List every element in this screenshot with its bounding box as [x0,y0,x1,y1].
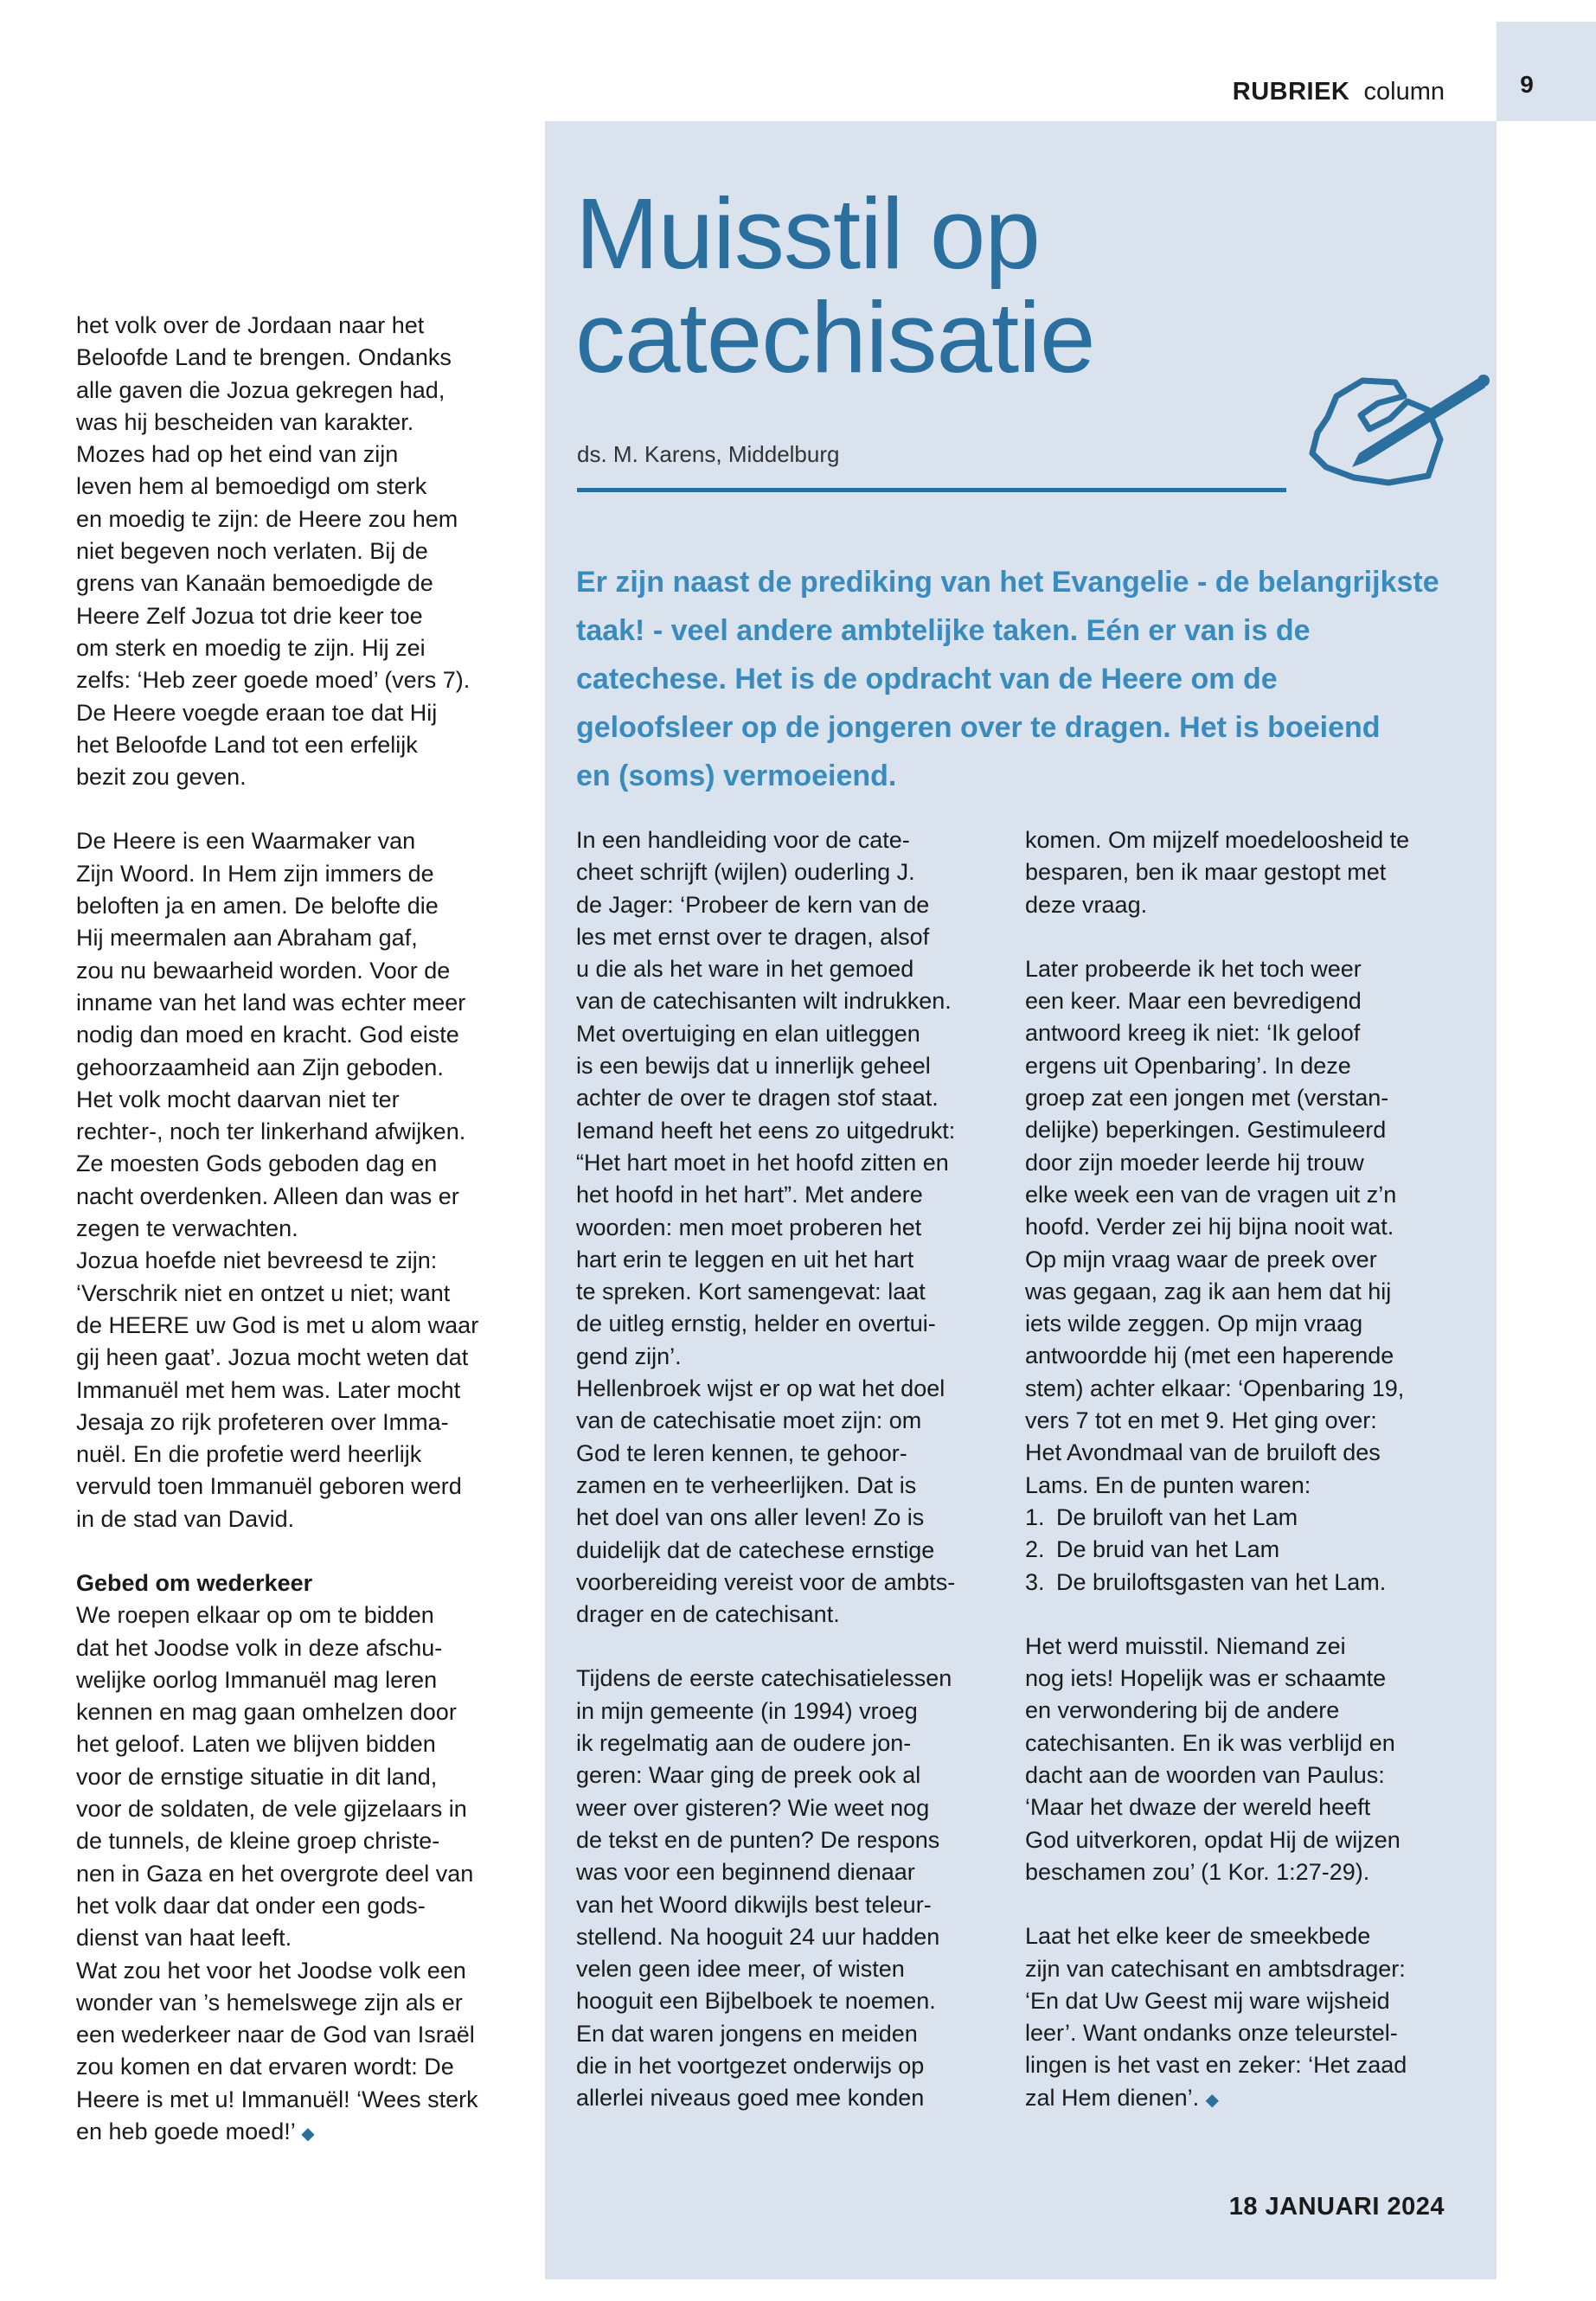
text-line: ‘En dat Uw Geest mij ware wijsheid [1025,1987,1390,2014]
text-line: antwoord kreeg ik niet: ‘Ik geloof [1025,1020,1361,1047]
paragraph [76,310,526,793]
text-line: weer over gisteren? Wie weet nog [576,1794,930,1821]
text-line: iets wilde zeggen. Op mijn vraag [1025,1311,1363,1337]
text-line: van de catechisanten wilt indrukken. [576,988,952,1015]
text-line: nacht overdenken. Alleen dan was er [76,1183,459,1209]
list-item [1025,1567,1458,1599]
text-line: van de catechisatie moet zijn: om [576,1407,922,1434]
text-line: stellend. Na hooguit 24 uur hadden [576,1923,940,1950]
text-line: zou nu bewaarheid worden. Voor de [76,957,451,984]
text-line: de tunnels, de kleine groep christe- [76,1828,440,1855]
text-line: en heb goede moed!’ [76,2118,295,2145]
text-line: cheet schrijft (wijlen) ouderling J. [576,859,915,886]
text-line: ‘Verschrik niet en ontzet u niet; want [76,1279,451,1306]
text-line: alle gaven die Jozua gekregen had, [76,376,445,403]
text-line: hooguit een Bijbelboek te noemen. [576,1988,936,2015]
paragraph [76,825,526,1535]
text-line: vers 7 tot en met 9. Het ging over: [1025,1407,1377,1434]
article-title [575,177,1095,394]
text-line: leven hem al bemoedigd om sterk [76,473,427,500]
paragraph [1025,953,1458,1502]
text-line: lingen is het vast en zeker: ‘Het zaad [1025,2052,1407,2079]
text-line: Lams. En de punten waren: [1025,1471,1311,1498]
text-line: Wat zou het voor het Joodse volk een [76,1957,466,1984]
text-line: God te leren kennen, te gehoor- [576,1439,907,1466]
text-line: nen in Gaza en het overgrote deel van [76,1860,474,1887]
text-line: het volk daar dat onder een gods- [76,1892,426,1919]
text-line: Op mijn vraag waar de preek over [1025,1246,1377,1272]
text-line: van het Woord dikwijls best teleur- [576,1891,932,1918]
text-line: om sterk en moedig te zijn. Hij zei [76,634,426,661]
text-line: velen geen idee meer, of wisten [576,1956,905,1983]
text-line: elke week een van de vragen uit z’n [1025,1181,1397,1208]
numbered-list [1025,1502,1458,1599]
text-line: Later probeerde ik het toch weer [1025,955,1362,982]
text-line: ‘Maar het dwaze der wereld heeft [1025,1794,1371,1821]
text-line: kennen en mag gaan omhelzen door [76,1699,457,1726]
list-text: De bruid van het Lam [1056,1536,1280,1563]
text-line: het geloof. Laten we blijven bidden [76,1731,436,1758]
text-line: Het volk mocht daarvan niet ter [76,1086,400,1112]
text-line: Immanuël met hem was. Later mocht [76,1376,461,1403]
text-line: delijke) beperkingen. Gestimuleerd [1025,1117,1387,1144]
text-line: In een handleiding voor de cate- [576,827,910,853]
text-line: Ze moesten Gods geboden dag en [76,1150,438,1177]
text-line: We roepen elkaar op om te bidden [76,1602,434,1629]
text-line: het hoofd in het hart”. Met andere [576,1182,923,1208]
text-line: leer’. Want ondanks onze teleurstel- [1025,2020,1398,2047]
text-line: dat het Joodse volk in deze afschu- [76,1634,443,1661]
paragraph [576,1663,1009,2114]
column-middle [576,824,1009,2115]
text-line: duidelijk dat de catechese ernstige [576,1536,935,1563]
intro-line: en (soms) vermoeiend. [576,760,897,792]
text-line: nodig dan moed en kracht. God eiste [76,1022,459,1048]
text-line: een wederkeer naar de God van Israël [76,2022,475,2048]
text-line: het doel van ons aller leven! Zo is [576,1504,925,1531]
text-line: Het Avondmaal van de bruiloft des [1025,1439,1381,1466]
text-line: niet begeven noch verlaten. Bij de [76,538,428,565]
category-label: column [1363,78,1445,106]
paragraph [576,824,1009,1631]
text-line: antwoordde hij (met een haperende [1025,1343,1394,1369]
text-line: grens van Kanaän bemoedigde de [76,570,433,597]
text-line: les met ernst over te dragen, alsof [576,923,930,950]
section-label: RUBRIEK [1232,78,1350,106]
text-line: Jesaja zo rijk profeteren over Imma- [76,1408,449,1435]
text-line: “Het hart moet in het hoofd zitten en [576,1149,949,1176]
text-line: voor de soldaten, de vele gijzelaars in [76,1796,467,1823]
paragraph [76,1599,526,2150]
column-left [76,310,526,2150]
text-line: besparen, ben ik maar gestopt met [1025,859,1387,886]
text-line: Heere Zelf Jozua tot drie keer toe [76,602,423,629]
text-line: gij heen gaat’. Jozua mocht weten dat [76,1344,469,1371]
text-line: in mijn gemeente (in 1994) vroeg [576,1697,918,1724]
text-line: Laat het elke keer de smeekbede [1025,1923,1371,1950]
page-number: 9 [1520,71,1534,98]
text-line: inname van het land was echter meer [76,989,466,1016]
text-line: is een bewijs dat u innerlijk geheel [576,1053,931,1080]
text-line: de Jager: ‘Probeer de kern van de [576,891,930,918]
text-line: was gegaan, zag ik aan hem dat hij [1025,1278,1392,1304]
text-line: zamen en te verheerlijken. Dat is [576,1471,917,1498]
text-line: vervuld toen Immanuël geboren werd [76,1473,462,1500]
text-line: was hij bescheiden van karakter. [76,408,414,435]
text-line: achter de over te dragen stof staat. [576,1085,939,1112]
list-number: 2. [1025,1536,1045,1563]
text-line: door zijn moeder leerde hij trouw [1025,1149,1364,1176]
running-head [1233,78,1445,106]
text-line: rechter-, noch ter linkerhand afwijken. [76,1118,466,1145]
text-line: bezit zou geven. [76,764,247,791]
text-line: zijn van catechisant en ambtsdrager: [1025,1955,1406,1982]
text-line: De Heere voegde eraan toe dat Hij [76,699,438,726]
text-line: nuël. En die profetie werd heerlijk [76,1441,422,1468]
text-line: deze vraag. [1025,891,1148,918]
text-line: Hij meermalen aan Abraham gaf, [76,925,418,952]
text-line: Zijn Woord. In Hem zijn immers de [76,860,434,887]
text-line: de HEERE uw God is met u alom waar [76,1311,479,1338]
text-line: zegen te verwachten. [76,1215,298,1242]
paragraph [1025,1631,1458,1888]
article-byline: ds. M. Karens, Middelburg [577,441,840,467]
text-line: hoofd. Verder zei hij bijna nooit wat. [1025,1214,1394,1240]
text-line: komen. Om mijzelf moedeloosheid te [1025,827,1410,853]
text-line: catechisanten. En ik was verblijd en [1025,1729,1395,1756]
text-line: Hellenbroek wijst er op wat het doel [576,1375,945,1402]
text-line: welijke oorlog Immanuël mag leren [76,1666,438,1693]
text-line: zelfs: ‘Heb zeer goede moed’ (vers 7). [76,667,471,694]
text-line: hart erin te leggen en uit het hart [576,1246,914,1272]
writing-hand-icon [1276,346,1492,502]
text-line: beschamen zou’ (1 Kor. 1:27-29). [1025,1858,1370,1885]
text-line: voor de ernstige situatie in dit land, [76,1763,438,1790]
list-item [1025,1502,1458,1534]
text-line: woorden: men moet proberen het [576,1214,922,1240]
text-line: drager en de catechisant. [576,1601,840,1628]
list-number: 1. [1025,1503,1045,1530]
intro-line: taak! - veel andere ambtelijke taken. Eén er van is de [576,614,1311,647]
text-line: ik regelmatig aan de oudere jon- [576,1730,912,1757]
title-divider [577,488,1286,492]
text-line: gend zijn’. [576,1343,682,1369]
text-line: stem) achter elkaar: ‘Openbaring 19, [1025,1375,1405,1401]
text-line: voorbereiding vereist voor de ambts- [576,1568,956,1595]
text-line: en verwondering bij de andere [1025,1697,1340,1724]
text-line: beloften ja en amen. De belofte die [76,893,439,920]
text-line: ergens uit Openbaring’. In deze [1025,1052,1351,1079]
subheading: Gebed om wederkeer [76,1569,313,1596]
text-line: het Beloofde Land tot een erfelijk [76,731,418,758]
text-line: dienst van haat leeft. [76,1925,292,1952]
text-line: Tijdens de eerste catechisatielessen [576,1665,952,1692]
text-line: allerlei niveaus goed mee konden [576,2085,925,2112]
text-line: een keer. Maar een bevredigend [1025,988,1362,1015]
text-line: was voor een beginnend dienaar [576,1859,915,1886]
text-line: zal Hem dienen’. [1025,2084,1200,2111]
text-line: in de stad van David. [76,1505,295,1532]
intro-line: geloofsleer op de jongeren over te dragen. Het is boeiend [576,711,1381,744]
intro-line: Er zijn naast de prediking van het Evangelie - de belangrijkste [576,566,1439,599]
end-diamond-icon: ◆ [1205,2090,1220,2110]
text-line: Beloofde Land te brengen. Ondanks [76,344,452,371]
text-line: de uitleg ernstig, helder en overtui- [576,1311,936,1337]
text-line: de tekst en de punten? De respons [576,1826,940,1853]
text-line: nog iets! Hopelijk was er schaamte [1025,1665,1387,1692]
title-line-1: Muisstil op [575,177,1040,290]
paragraph [1025,824,1458,921]
text-line: God uitverkoren, opdat Hij de wijzen [1025,1826,1401,1853]
list-text: De bruiloft van het Lam [1056,1503,1298,1530]
text-line: gehoorzaamheid aan Zijn geboden. [76,1054,444,1080]
intro-line: catechese. Het is de opdracht van de Heere om de [576,663,1278,695]
text-line: te spreken. Kort samengevat: laat [576,1279,926,1305]
list-item [1025,1534,1458,1566]
column-right [1025,824,1458,2117]
text-line: het volk over de Jordaan naar het [76,312,425,338]
text-line: u die als het ware in het gemoed [576,956,914,983]
text-line: die in het voortgezet onderwijs op [576,2052,925,2079]
list-text: De bruiloftsgasten van het Lam. [1056,1568,1387,1595]
text-line: dacht aan de woorden van Paulus: [1025,1762,1385,1789]
text-line: Mozes had op het eind van zijn [76,441,399,468]
text-line: Heere is met u! Immanuël! ‘Wees sterk [76,2086,478,2112]
list-number: 3. [1025,1568,1045,1595]
text-line: De Heere is een Waarmaker van [76,828,416,855]
title-line-2: catechisatie [575,281,1095,394]
issue-date: 18 JANUARI 2024 [1228,2193,1445,2221]
end-diamond-icon: ◆ [301,2125,315,2144]
text-line: groep zat een jongen met (verstan- [1025,1085,1389,1112]
text-line: Jozua hoefde niet bevreesd te zijn: [76,1247,438,1274]
text-line: zou komen en dat ervaren wordt: De [76,2054,454,2080]
article-intro [576,558,1450,800]
text-line: geren: Waar ging de preek ook al [576,1762,921,1789]
paragraph [1025,1920,1458,2117]
text-line: En dat waren jongens en meiden [576,2020,918,2047]
text-line: Met overtuiging en elan uitleggen [576,1020,920,1047]
text-line: Iemand heeft het eens zo uitgedrukt: [576,1117,956,1144]
text-line: wonder van ’s hemelswege zijn als er [76,1989,463,2016]
text-line: Het werd muisstil. Niemand zei [1025,1632,1346,1659]
text-line: en moedig te zijn: de Heere zou hem [76,505,458,532]
